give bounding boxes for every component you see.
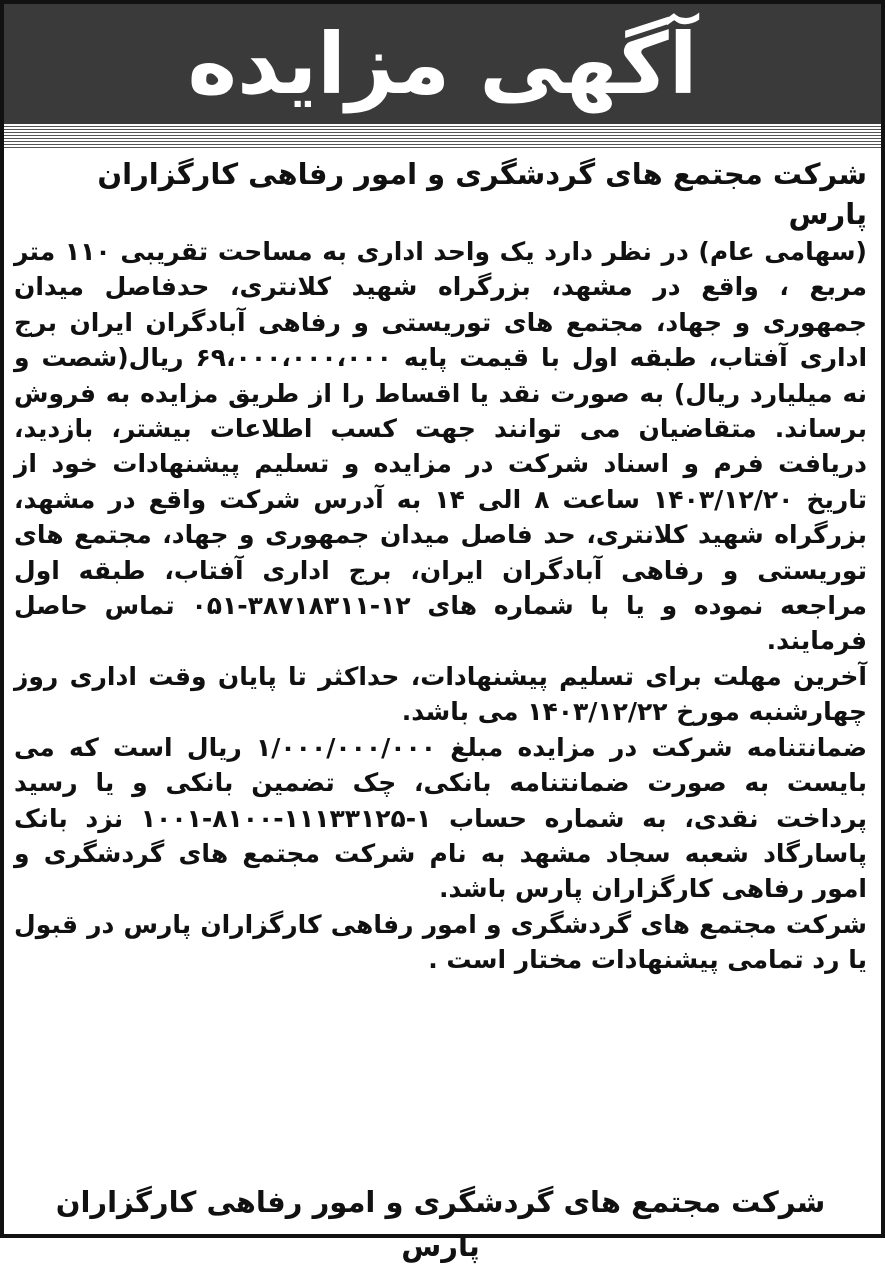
paragraph-deadline: آخرین مهلت برای تسلیم پیشنهادات، حداکثر تا پایان وقت اداری روز چهارشنبه مورخ ۱۴۰۳/۱۲/۲۲ می باشد.	[14, 661, 867, 727]
paragraph-guarantee: ضمانتنامه شرکت در مزایده مبلغ ۱/۰۰۰/۰۰۰/۰۰۰ ریال است که می بایست به صورت ضمانتنامه بانکی، چک تضمین بانکی و یا رسید پرداخت نقدی، به شماره حساب ۱-۱۱۱۳۳۱۲۵-۸۱۰۰-۱۰۰۱ نزد بانک پاسارگاد شعبه سجاد مشهد به نام شرکت مجتمع های گردشگری و امور رفاهی کارگزاران پارس باشد.	[14, 732, 868, 904]
footer-company-name: شرکت مجتمع های گردشگری و امور رفاهی کارگزاران پارس	[55, 1185, 826, 1263]
paragraph-intro-text: (سهامی عام) در نظر دارد یک واحد اداری به مساحت تقریبی ۱۱۰ متر مربع ، واقع در مشهد، بزرگراه شهید کلانتری، حدفاصل میدان جمهوری و جهاد، مجتمع های توریستی و رفاهی آبادگران ایران برج اداری آفتاب، طبقه اول با قیمت پایه ۶۹،۰۰۰،۰۰۰،۰۰۰ ریال(شصت و نه میلیارد ریال) به صورت نقد یا اقساط را از طریق مزایده به فروش برساند. متقاضیان می توانند جهت کسب اطلاعات بیشتر، بازدید، دریافت فرم و اسناد شرکت در مزایده و تسلیم پیشنهادات خود از تاریخ ۱۴۰۳/۱۲/۲۰ ساعت ۸ الی ۱۴ به آدرس شرکت واقع در مشهد، بزرگراه شهید کلانتری، حد فاصل میدان جمهوری و جهاد، مجتمع های توریستی و رفاهی آبادگران ایران، برج اداری آفتاب، طبقه اول مراجعه نموده و یا با شماره های ۱۲-۳۸۷۱۸۳۱۱-۰۵۱ تماس حاصل فرمایند.	[14, 237, 868, 656]
company-name-heading: شرکت مجتمع های گردشگری و امور رفاهی کارگزاران پارس	[97, 157, 867, 231]
ad-body	[14, 154, 867, 978]
ad-title: آگهی مزایده	[187, 15, 698, 113]
header-banner	[4, 4, 881, 124]
decorative-rules	[4, 124, 881, 148]
paragraph-intro	[14, 154, 867, 659]
paragraph-rights: شرکت مجتمع های گردشگری و امور رفاهی کارگزاران پارس در قبول یا رد تمامی پیشنهادات مختار است .	[14, 909, 867, 975]
